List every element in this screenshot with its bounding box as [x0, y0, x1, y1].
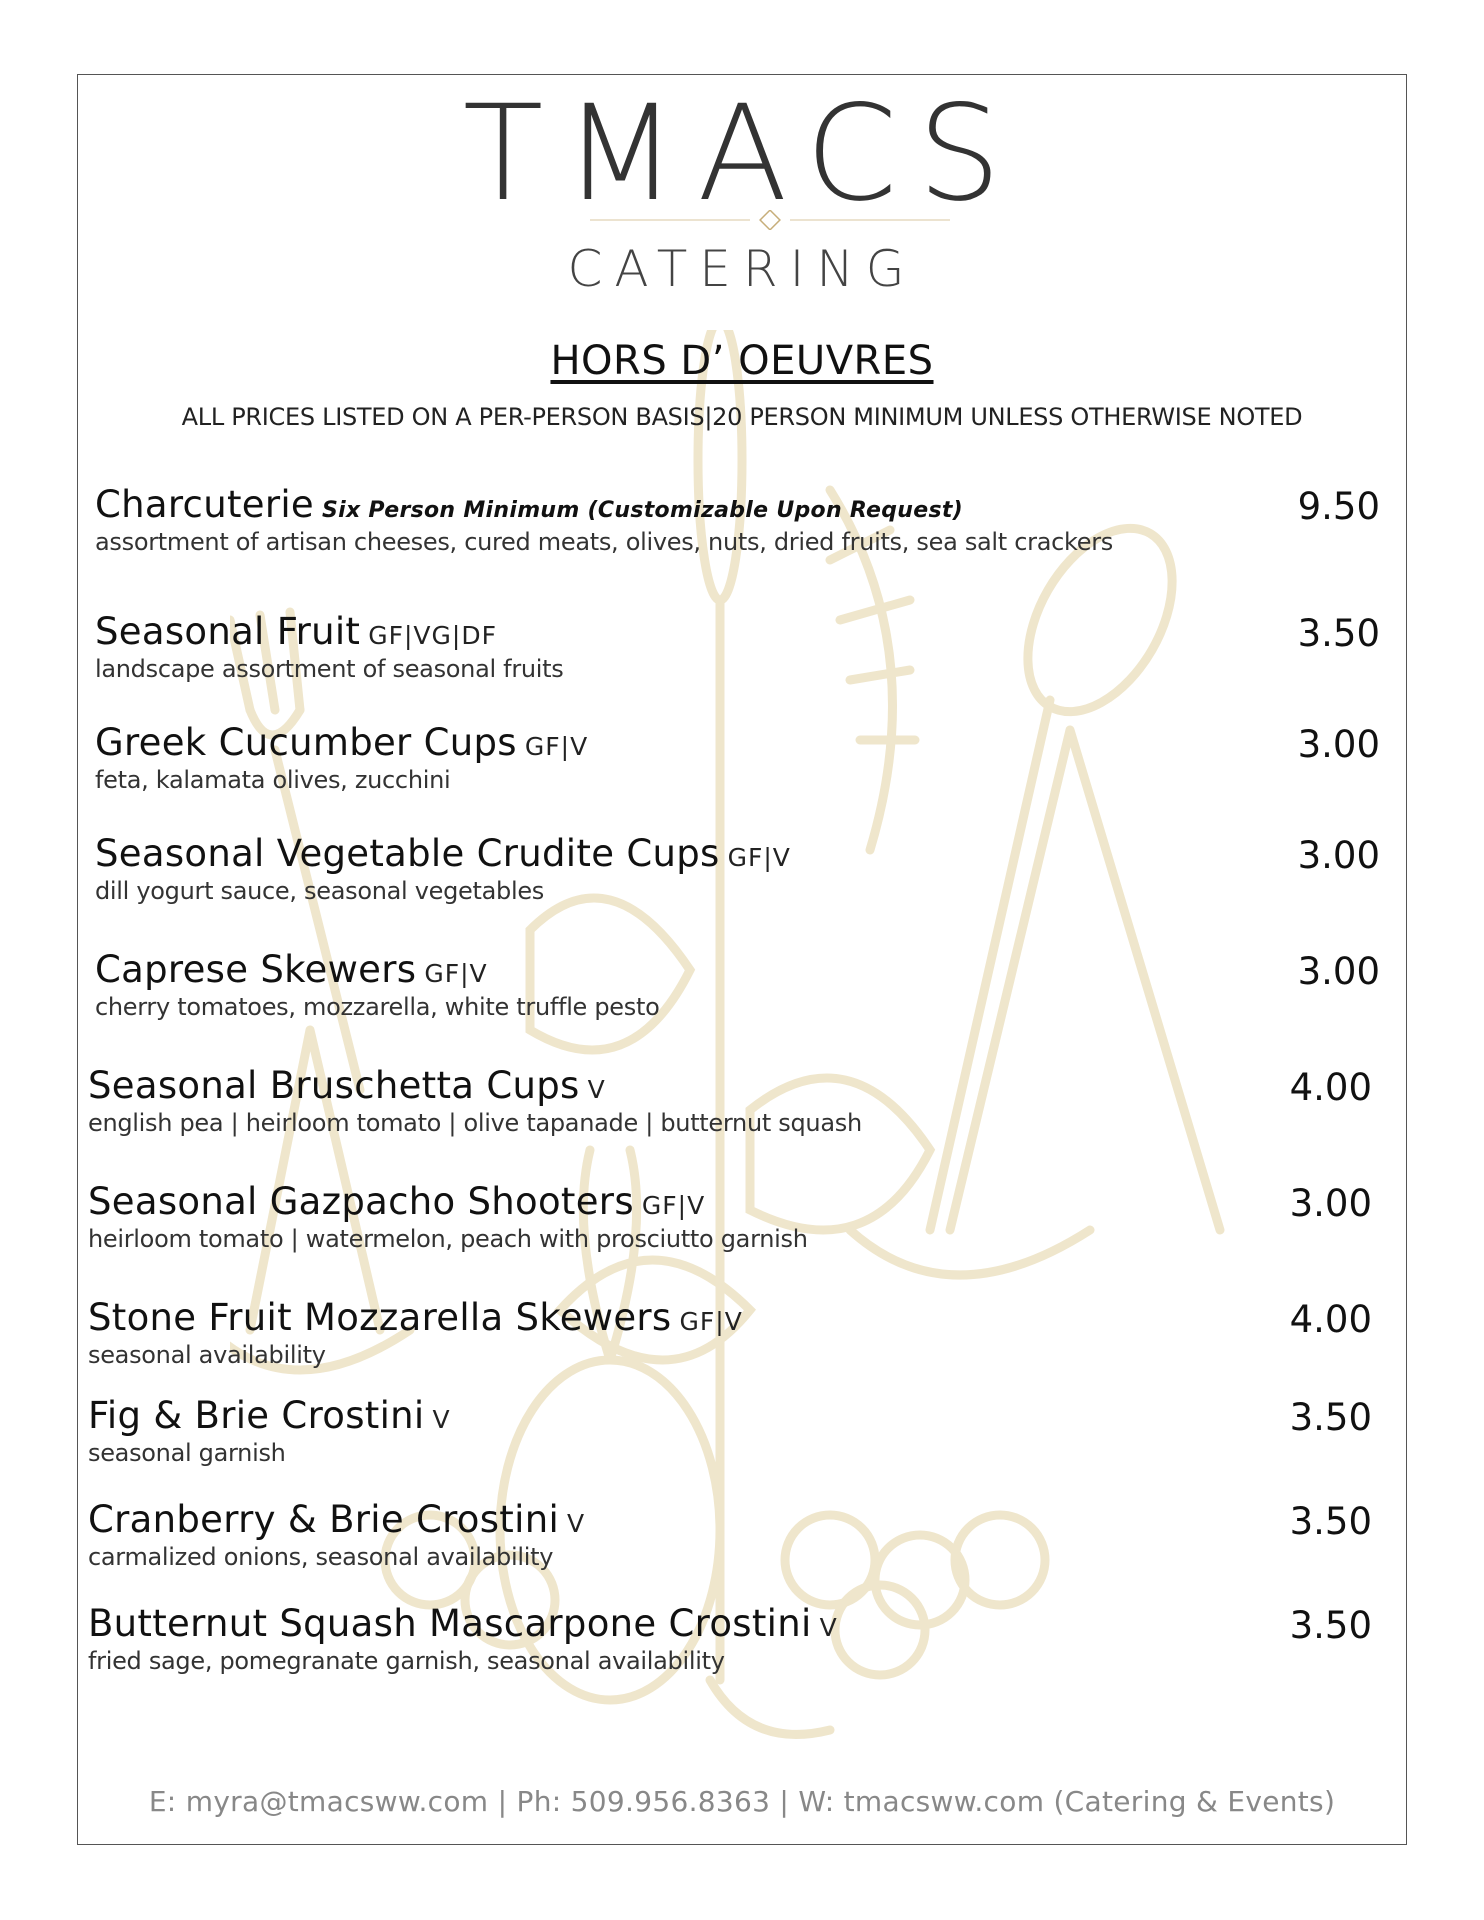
- menu-item-price: 4.00: [1289, 1066, 1372, 1109]
- menu-item-title-line: [95, 950, 659, 991]
- menu-item-note: Six Person Minimum (Customizable Upon Request): [321, 498, 964, 523]
- menu-item-title-line: [95, 723, 588, 764]
- dietary-tags: V: [587, 1075, 606, 1104]
- menu-item: [95, 612, 563, 683]
- menu-item-title-line: [95, 612, 563, 653]
- menu-item: [95, 950, 659, 1021]
- menu-item-description: cherry tomatoes, mozzarella, white truffle pesto: [95, 992, 660, 1021]
- menu-item-title-line: [88, 1500, 585, 1541]
- menu-item-price: 3.50: [1289, 1396, 1372, 1439]
- menu-item-description: seasonal availability: [88, 1340, 326, 1369]
- menu-item-title-line: [88, 1182, 808, 1223]
- menu-item: [95, 723, 588, 794]
- menu-item: [88, 1298, 743, 1369]
- menu-item-price: 4.00: [1289, 1298, 1372, 1341]
- menu-item: [88, 1066, 862, 1137]
- menu-item-name: Caprese Skewers: [95, 948, 417, 991]
- dietary-tags: GF|V: [641, 1191, 706, 1220]
- page-title: HORS D’ OEUVRES: [550, 338, 934, 384]
- dietary-tags: GF|V: [679, 1307, 743, 1336]
- dietary-tags: GF|V: [524, 732, 589, 761]
- menu-item-description: heirloom tomato | watermelon, peach with prosciutto garnish: [88, 1224, 808, 1253]
- menu-item-description: carmalized onions, seasonal availability: [88, 1542, 554, 1571]
- menu-item-title-line: [88, 1066, 862, 1107]
- menu-item-name: Seasonal Gazpacho Shooters: [88, 1180, 634, 1223]
- dietary-tags: V: [819, 1613, 838, 1642]
- dietary-tags: GF|VG|DF: [368, 621, 497, 650]
- menu-item: [88, 1182, 808, 1253]
- menu-item-name: Charcuterie: [95, 483, 314, 526]
- menu-item-price: 3.00: [1297, 723, 1380, 766]
- dietary-tags: GF|V: [727, 843, 791, 872]
- menu-item-description: fried sage, pomegranate garnish, seasonal availability: [88, 1646, 725, 1675]
- menu-item-price: 3.50: [1297, 612, 1380, 655]
- menu-item: [95, 485, 1113, 556]
- menu-item: [88, 1396, 451, 1467]
- menu-item-title-line: [95, 485, 1113, 526]
- brand-logo: [0, 77, 1484, 231]
- menu-item-name: Seasonal Vegetable Crudite Cups: [95, 832, 720, 875]
- menu-item-description: dill yogurt sauce, seasonal vegetables: [95, 876, 544, 905]
- menu-item-name: Greek Cucumber Cups: [95, 721, 517, 764]
- menu-item-title-line: [88, 1298, 743, 1339]
- menu-item-description: feta, kalamata olives, zucchini: [95, 765, 451, 794]
- menu-item-price: 3.00: [1297, 834, 1380, 877]
- menu-item-name: Fig & Brie Crostini: [88, 1394, 425, 1437]
- menu-item-price: 3.50: [1289, 1604, 1372, 1647]
- menu-item: [88, 1500, 585, 1571]
- menu-item-price: 3.50: [1289, 1500, 1372, 1543]
- menu-item-name: Butternut Squash Mascarpone Crostini: [88, 1602, 812, 1645]
- pricing-note: ALL PRICES LISTED ON A PER-PERSON BASIS|20 PERSON MINIMUM UNLESS OTHERWISE NOTED: [181, 403, 1303, 431]
- dietary-tags: GF|V: [424, 959, 488, 988]
- menu-item-description: assortment of artisan cheeses, cured meats, olives, nuts, dried fruits, sea salt crackers: [95, 527, 1113, 556]
- logo-divider: [590, 210, 950, 230]
- menu-item-price: 9.50: [1297, 485, 1380, 528]
- menu-item-name: Seasonal Bruschetta Cups: [88, 1064, 580, 1107]
- menu-item-name: Stone Fruit Mozzarella Skewers: [88, 1296, 672, 1339]
- menu-item-name: Seasonal Fruit: [95, 610, 361, 653]
- dietary-tags: V: [432, 1405, 451, 1434]
- menu-item-description: landscape assortment of seasonal fruits: [95, 654, 564, 683]
- menu-item: [95, 834, 791, 905]
- menu-item-name: Cranberry & Brie Crostini: [88, 1498, 560, 1541]
- menu-item-description: english pea | heirloom tomato | olive tapanade | butternut squash: [88, 1108, 862, 1137]
- contact-footer: E: myra@tmacsww.com | Ph: 509.956.8363 | W: tmacsww.com (Catering & Events): [148, 1785, 1336, 1818]
- dietary-tags: V: [567, 1509, 586, 1538]
- menu-item-description: seasonal garnish: [88, 1438, 286, 1467]
- menu-item-price: 3.00: [1297, 950, 1380, 993]
- menu-item-title-line: [95, 834, 791, 875]
- menu-item: [88, 1604, 838, 1675]
- menu-item-price: 3.00: [1289, 1182, 1372, 1225]
- menu-item-title-line: [88, 1604, 838, 1645]
- menu-item-title-line: [88, 1396, 451, 1437]
- brand-subtitle: CATERING: [567, 240, 917, 298]
- brand-name: TMACS: [462, 77, 1022, 231]
